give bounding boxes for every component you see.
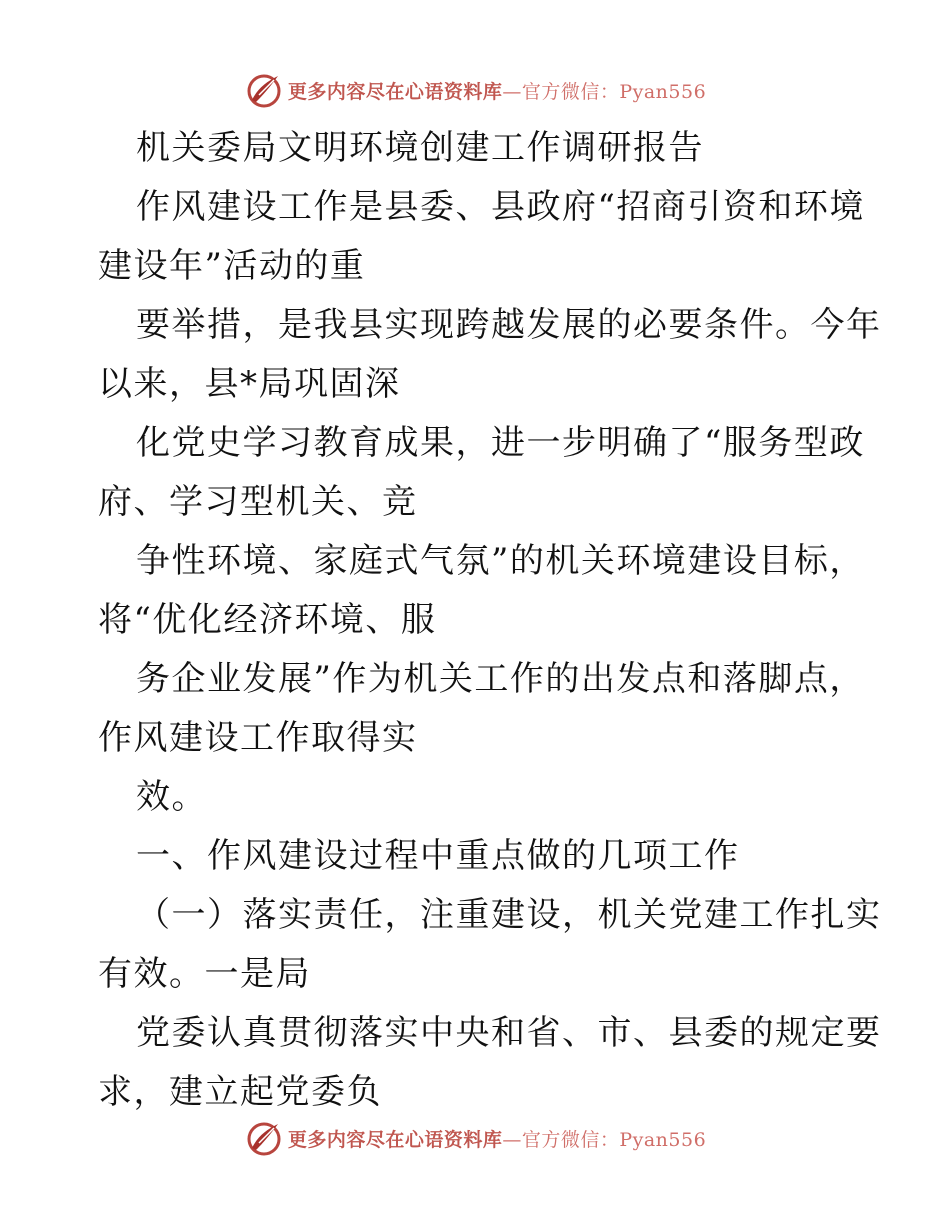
footer-banner	[0, 1114, 950, 1162]
paragraph-line: 化党史学习教育成果，进一步明确了“服务型政	[136, 423, 865, 463]
document-body	[98, 119, 882, 1122]
red-brush-logo-icon	[244, 70, 284, 110]
paragraph-line: 作风建设工作是县委、县政府“招商引资和环境	[136, 187, 865, 227]
header-text-main: 更多内容尽在心语资料库	[287, 80, 503, 103]
paragraph-line: 务企业发展”作为机关工作的出发点和落脚点，	[136, 659, 865, 699]
header-text	[288, 77, 706, 104]
paragraph-line: 作风建设工作取得实	[98, 718, 418, 758]
footer-text-main: 更多内容尽在心语资料库	[287, 1128, 503, 1151]
paragraph-line: 效。	[136, 777, 207, 817]
document-title: 机关委局文明环境创建工作调研报告	[136, 128, 704, 168]
footer-text-rest: —官方微信：Pyan556	[502, 1128, 707, 1151]
paragraph-line: 有效。一是局	[98, 954, 311, 994]
red-brush-logo-icon	[244, 1118, 284, 1158]
paragraph-line: 求，建立起党委负	[98, 1072, 382, 1112]
paragraph-line: 争性环境、家庭式气氛”的机关环境建设目标，	[136, 541, 865, 581]
header-text-rest: —官方微信：Pyan556	[502, 80, 707, 103]
paragraph-line: 以来，县*局巩固深	[98, 364, 401, 404]
paragraph-line: 建设年”活动的重	[98, 246, 366, 286]
paragraph-line: 府、学习型机关、竞	[98, 482, 418, 522]
header-banner	[0, 66, 950, 114]
section-heading: 一、作风建设过程中重点做的几项工作	[136, 836, 740, 876]
paragraph-line: （一）落实责任，注重建设，机关党建工作扎实	[136, 895, 882, 935]
footer-text	[288, 1125, 706, 1152]
paragraph-line: 要举措，是我县实现跨越发展的必要条件。今年	[136, 305, 882, 345]
paragraph-line: 党委认真贯彻落实中央和省、市、县委的规定要	[136, 1013, 882, 1053]
paragraph-line: 将“优化经济环境、服	[98, 600, 437, 640]
